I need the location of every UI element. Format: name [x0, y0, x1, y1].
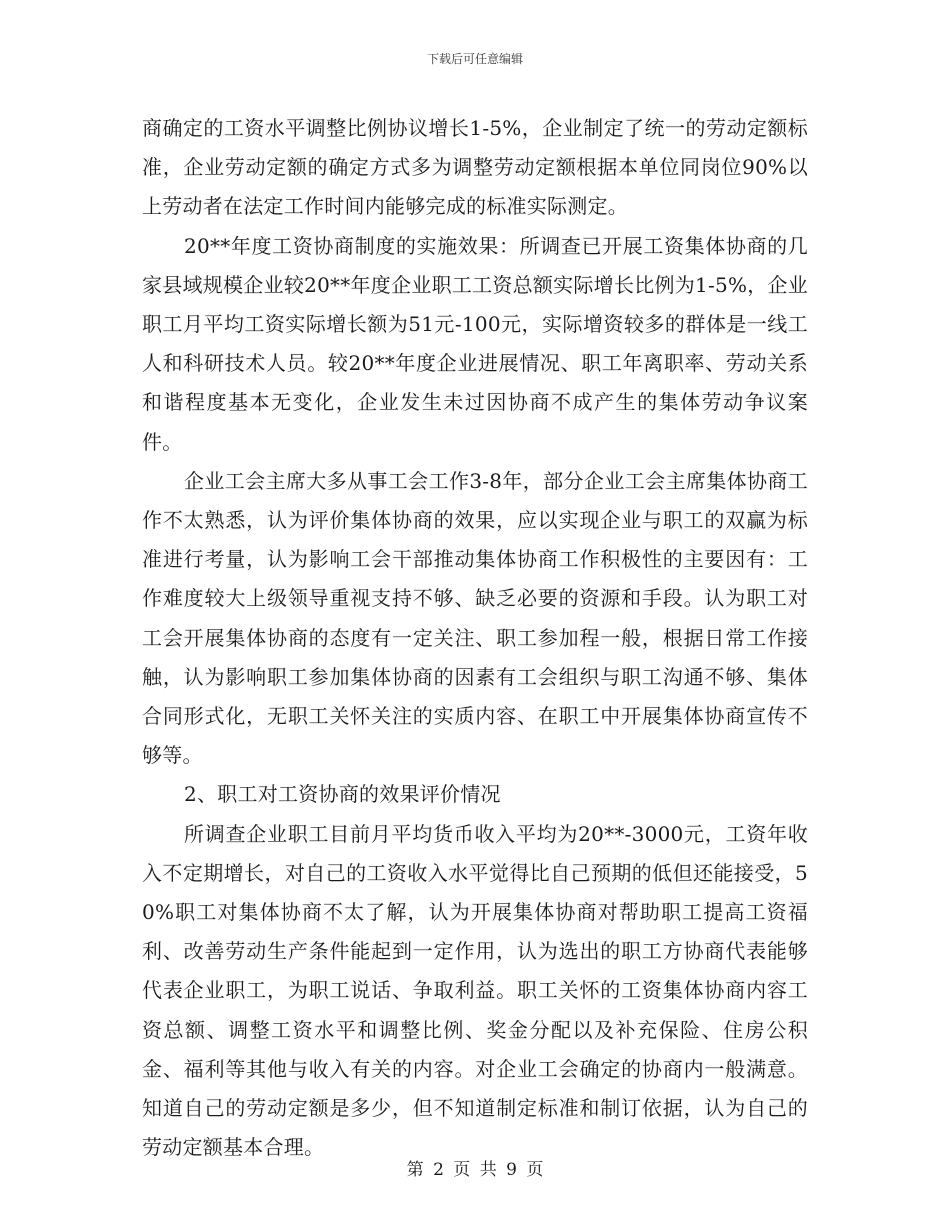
section-heading: 2、职工对工资协商的效果评价情况	[184, 782, 501, 807]
document-body	[142, 109, 808, 1167]
page-number-footer: 第 2 页 共 9 页	[406, 1160, 544, 1180]
paragraph-1: 商确定的工资水平调整比例协议增长1-5%，企业制定了统一的劳动定额标准，企业劳动定额的确定方式多为调整劳动定额根据本单位同岗位90%以上劳动者在法定工作时间内能够完成的标准实际测定。	[142, 116, 808, 219]
page-header-note: 下载后可任意编辑	[426, 52, 523, 66]
paragraph-3: 企业工会主席大多从事工会工作3-8年，部分企业工会主席集体协商工作不太熟悉，认为评价集体协商的效果，应以实现企业与职工的双赢为标准进行考量，认为影响工会干部推动集体协商工作积极性的主要因有：工作难度较大上级领导重视支持不够、缺乏必要的资源和手段。认为职工对工会开展集体协商的态度有一定关注、职工参加程一般，根据日常工作接触，认为影响职工参加集体协商的因素有工会组织与职工沟通不够、集体合同形式化，无职工关怀关注的实质内容、在职工中开展集体协商宣传不够等。	[142, 468, 808, 768]
paragraph-4: 所调查企业职工目前月平均货币收入平均为20**-3000元，工资年收入不定期增长，对自己的工资收入水平觉得比自己预期的低但还能接受，50%职工对集体协商不太了解，认为开展集体协商对帮助职工提高工资福利、改善劳动生产条件能起到一定作用，认为选出的职工方协商代表能够代表企业职工，为职工说话、争取利益。职工关怀的工资集体协商内容工资总额、调整工资水平和调整比例、奖金分配以及补充保险、住房公积金、福利等其他与收入有关的内容。对企业工会确定的协商内一般满意。知道自己的劳动定额是多少，但不知道制定标准和制订依据，认为自己的劳动定额基本合理。	[142, 821, 808, 1160]
paragraph-2: 20**年度工资协商制度的实施效果：所调查已开展工资集体协商的几家县域规模企业较20**年度企业职工工资总额实际增长比例为1-5%，企业职工月平均工资实际增长额为51元-100元，实际增资较多的群体是一线工人和科研技术人员。较20**年度企业进展情况、职工年离职率、劳动关系和谐程度基本无变化，企业发生未过因协商不成产生的集体劳动争议案件。	[142, 233, 808, 454]
